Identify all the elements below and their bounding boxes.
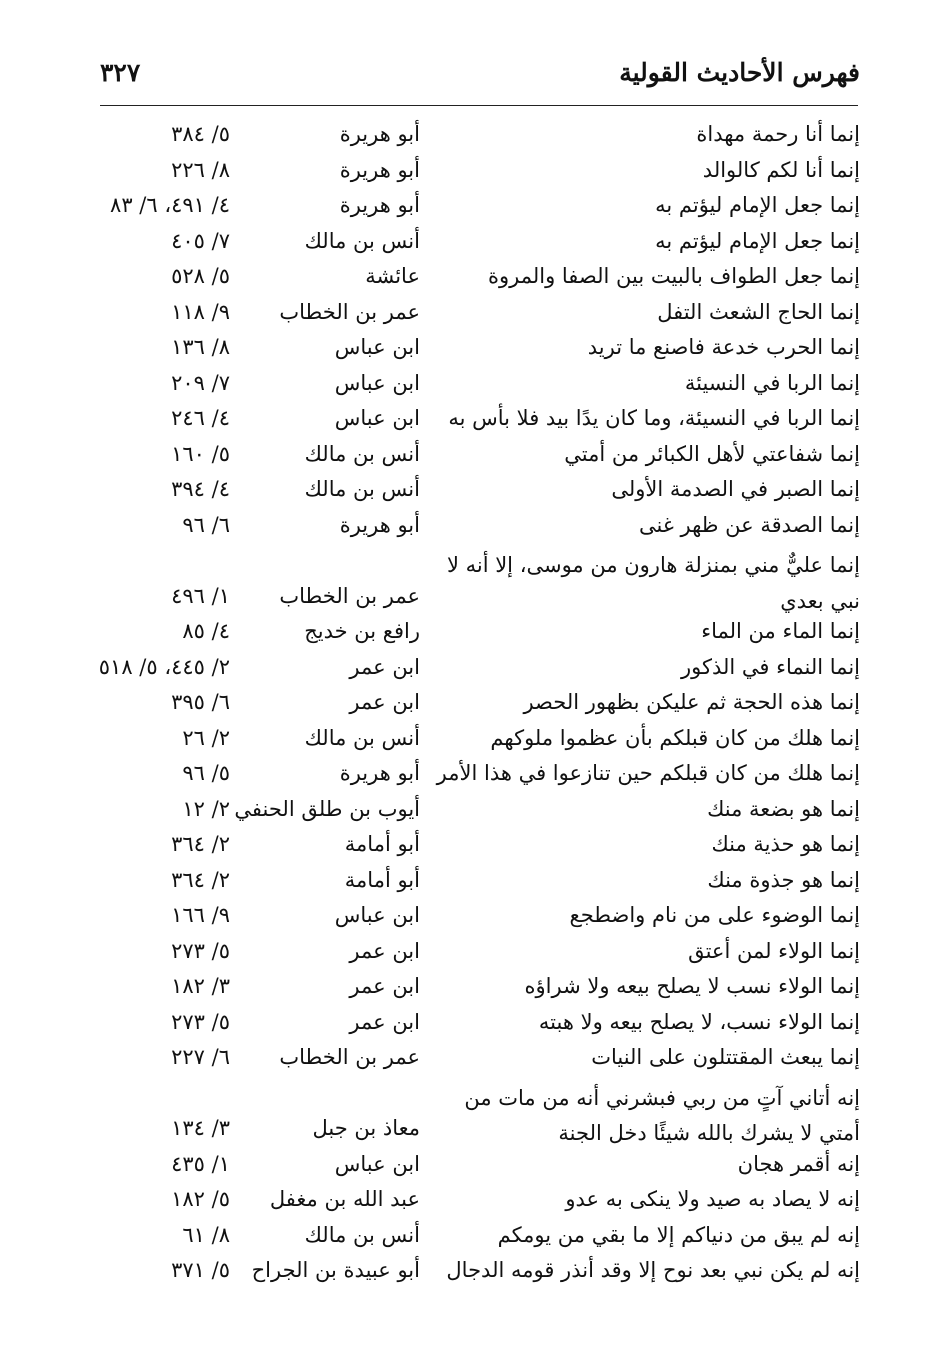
- index-entry: [100, 546, 860, 617]
- page-title: فهرس الأحاديث القولية: [619, 58, 860, 87]
- hadith-text: إنما هو جذوة منك: [707, 867, 860, 892]
- hadith-text: إنه لا يصاد به صيد ولا ينكى به عدو: [565, 1187, 860, 1211]
- volume-page-reference: ٦/ ٩٦: [182, 512, 230, 537]
- narrator-name: ابن عمر: [349, 938, 420, 963]
- hadith-text: إنما الماء من الماء: [701, 619, 860, 643]
- volume-page-reference: ٧/ ٤٠٥: [171, 228, 230, 253]
- narrator-name: أبو هريرة: [339, 157, 420, 182]
- index-entry: [100, 688, 860, 724]
- narrator-name: أبو أمامة: [344, 832, 420, 856]
- index-entry: [100, 653, 860, 689]
- hadith-text: إنما الحرب خدعة فاصنع ما تريد: [587, 335, 860, 359]
- index-entry: [100, 511, 860, 547]
- hadith-text: إنما الولاء لمن أعتق: [688, 938, 860, 963]
- volume-page-reference: ٦/ ٣٩٥: [171, 690, 230, 714]
- narrator-name: ابن عباس: [334, 903, 420, 927]
- narrator-name: ابن عباس: [334, 406, 420, 430]
- hadith-text: إنه أتاني آتٍ من ربي فبشرني أنه من مات من أمتي لا يشرك بالله شيئًا دخل الجنة: [464, 1085, 860, 1145]
- hadith-text: إنما شفاعتي لأهل الكبائر من أمتي: [564, 441, 860, 466]
- hadith-text: إنما يبعث المقتتلون على النيات: [591, 1045, 860, 1069]
- volume-page-reference: ٨/ ٢٢٦: [171, 157, 230, 182]
- hadith-text: إنما جعل الإمام ليؤتم به: [655, 193, 860, 217]
- narrator-name: ابن عباس: [334, 335, 420, 359]
- volume-page-reference: ١/ ٤٩٦: [171, 583, 230, 608]
- index-entry: [100, 1150, 860, 1186]
- narrator-name: أبو عبيدة بن الجراح: [251, 1258, 420, 1282]
- volume-page-reference: ٢/ ١٢: [182, 796, 230, 821]
- index-entry: [100, 1256, 860, 1292]
- narrator-name: أبو هريرة: [339, 761, 420, 785]
- narrator-name: أبو أمامة: [344, 867, 420, 892]
- narrator-name: ابن عمر: [349, 690, 420, 714]
- volume-page-reference: ٣/ ١٨٢: [171, 974, 230, 998]
- index-entry: [100, 1185, 860, 1221]
- hadith-text: إنما جعل الطواف بالبيت بين الصفا والمروة: [487, 264, 860, 288]
- narrator-name: عائشة: [365, 264, 420, 288]
- index-entry: [100, 901, 860, 937]
- narrator-name: ابن عمر: [349, 654, 420, 679]
- index-entry: [100, 866, 860, 902]
- index-entry: [100, 262, 860, 298]
- narrator-name: ابن عباس: [334, 1151, 420, 1176]
- narrator-name: ابن عباس: [334, 370, 420, 395]
- hadith-text: إنه أقمر هجان: [737, 1151, 860, 1176]
- hadith-text: إنما الولاء نسب لا يصلح بيعه ولا شراؤه: [524, 974, 860, 998]
- index-entry: [100, 475, 860, 511]
- hadith-text: إنما أنا لكم كالوالد: [702, 157, 860, 182]
- index-entry: [100, 759, 860, 795]
- volume-page-reference: ٤/ ٨٥: [182, 619, 230, 643]
- index-entry: [100, 617, 860, 653]
- index-entry: [100, 404, 860, 440]
- narrator-name: أنس بن مالك: [304, 725, 420, 750]
- index-entry: [100, 156, 860, 192]
- volume-page-reference: ٥/ ٣٨٤: [171, 122, 230, 146]
- index-entry: [100, 120, 860, 156]
- narrator-name: أبو هريرة: [339, 193, 420, 217]
- index-entry: [100, 937, 860, 973]
- hadith-text: إنما عليٌّ مني بمنزلة هارون من موسى، إلا أنه لا نبي بعدي: [446, 553, 860, 613]
- hadith-text: إنما الوضوء على من نام واضطجع: [569, 903, 860, 927]
- index-entry: [100, 298, 860, 334]
- hadith-text: إنما أنا رحمة مهداة: [696, 122, 860, 146]
- volume-page-reference: ٢/ ٤٤٥، ٥/ ٥١٨: [98, 654, 230, 679]
- header-rule: [100, 105, 858, 106]
- index-entry: [100, 227, 860, 263]
- volume-page-reference: ٥/ ٣٧١: [171, 1258, 230, 1282]
- volume-page-reference: ٤/ ٣٩٤: [171, 477, 230, 501]
- hadith-text: إنما الربا في النسيئة: [684, 370, 860, 395]
- narrator-name: أنس بن مالك: [304, 228, 420, 253]
- volume-page-reference: ٩/ ١٦٦: [171, 903, 230, 927]
- index-entry: [100, 1043, 860, 1079]
- narrator-name: ابن عمر: [349, 974, 420, 998]
- narrator-name: أيوب بن طلق الحنفي: [234, 796, 420, 821]
- hadith-text: إنه لم يبق من دنياكم إلا ما بقي من يومكم: [497, 1222, 860, 1247]
- volume-page-reference: ٨/ ١٣٦: [171, 335, 230, 359]
- index-entry: [100, 1079, 860, 1150]
- hadith-text: إنما الولاء نسب، لا يصلح بيعه ولا هبته: [538, 1009, 860, 1034]
- index-entry: [100, 369, 860, 405]
- narrator-name: أبو هريرة: [339, 122, 420, 146]
- narrator-name: عمر بن الخطاب: [279, 1045, 420, 1069]
- index-entry: [100, 724, 860, 760]
- volume-page-reference: ٢/ ٣٦٤: [171, 867, 230, 892]
- volume-page-reference: ٥/ ١٦٠: [171, 441, 230, 466]
- page-header: [100, 58, 860, 98]
- hadith-text: إنه لم يكن نبي بعد نوح إلا وقد أنذر قومه الدجال: [446, 1258, 860, 1282]
- narrator-name: ابن عمر: [349, 1009, 420, 1034]
- narrator-name: أنس بن مالك: [304, 1222, 420, 1247]
- narrator-name: عبد الله بن مغفل: [269, 1187, 420, 1211]
- volume-page-reference: ١/ ٤٣٥: [171, 1151, 230, 1176]
- index-entry: [100, 1008, 860, 1044]
- hadith-text: إنما الربا في النسيئة، وما كان يدًا بيد فلا بأس به: [448, 406, 860, 430]
- narrator-name: رافع بن خديج: [304, 619, 420, 643]
- volume-page-reference: ٧/ ٢٠٩: [171, 370, 230, 395]
- volume-page-reference: ٥/ ٢٧٣: [171, 1009, 230, 1034]
- volume-page-reference: ٨/ ٦١: [182, 1222, 230, 1247]
- hadith-text: إنما جعل الإمام ليؤتم به: [655, 228, 860, 253]
- volume-page-reference: ٦/ ٢٢٧: [171, 1045, 230, 1069]
- page-number: ٣٢٧: [100, 58, 141, 87]
- hadith-text: إنما هلك من كان قبلكم بأن عظموا ملوكهم: [490, 725, 860, 750]
- narrator-name: معاذ بن جبل: [312, 1116, 420, 1140]
- hadith-index-list: [100, 120, 860, 1292]
- index-entry: [100, 440, 860, 476]
- index-entry: [100, 972, 860, 1008]
- narrator-name: أنس بن مالك: [304, 477, 420, 501]
- index-entry: [100, 830, 860, 866]
- hadith-text: إنما الصدقة عن ظهر غنى: [638, 512, 860, 537]
- index-entry: [100, 1221, 860, 1257]
- hadith-text: إنما هو بضعة منك: [707, 796, 860, 821]
- narrator-name: أنس بن مالك: [304, 441, 420, 466]
- volume-page-reference: ٣/ ١٣٤: [171, 1116, 230, 1140]
- volume-page-reference: ٥/ ١٨٢: [171, 1187, 230, 1211]
- hadith-text: إنما هلك من كان قبلكم حين تنازعوا في هذا الأمر: [436, 761, 860, 785]
- hadith-text: إنما النماء في الذكور: [680, 654, 860, 679]
- index-entry: [100, 191, 860, 227]
- narrator-name: أبو هريرة: [339, 512, 420, 537]
- hadith-text: إنما هو حذية منك: [711, 832, 860, 856]
- index-entry: [100, 333, 860, 369]
- narrator-name: عمر بن الخطاب: [279, 583, 420, 608]
- hadith-text: إنما الحاج الشعث التفل: [657, 299, 860, 324]
- volume-page-reference: ٢/ ٣٦٤: [171, 832, 230, 856]
- volume-page-reference: ٤/ ٤٩١، ٦/ ٨٣: [110, 193, 230, 217]
- volume-page-reference: ٩/ ١١٨: [171, 299, 230, 324]
- hadith-text: إنما هذه الحجة ثم عليكن بظهور الحصر: [523, 690, 860, 714]
- volume-page-reference: ٥/ ٢٧٣: [171, 938, 230, 963]
- volume-page-reference: ٢/ ٢٦: [182, 725, 230, 750]
- volume-page-reference: ٤/ ٢٤٦: [171, 406, 230, 430]
- volume-page-reference: ٥/ ٩٦: [182, 761, 230, 785]
- index-entry: [100, 795, 860, 831]
- hadith-text: إنما الصبر في الصدمة الأولى: [611, 477, 860, 501]
- narrator-name: عمر بن الخطاب: [279, 299, 420, 324]
- volume-page-reference: ٥/ ٥٢٨: [171, 264, 230, 288]
